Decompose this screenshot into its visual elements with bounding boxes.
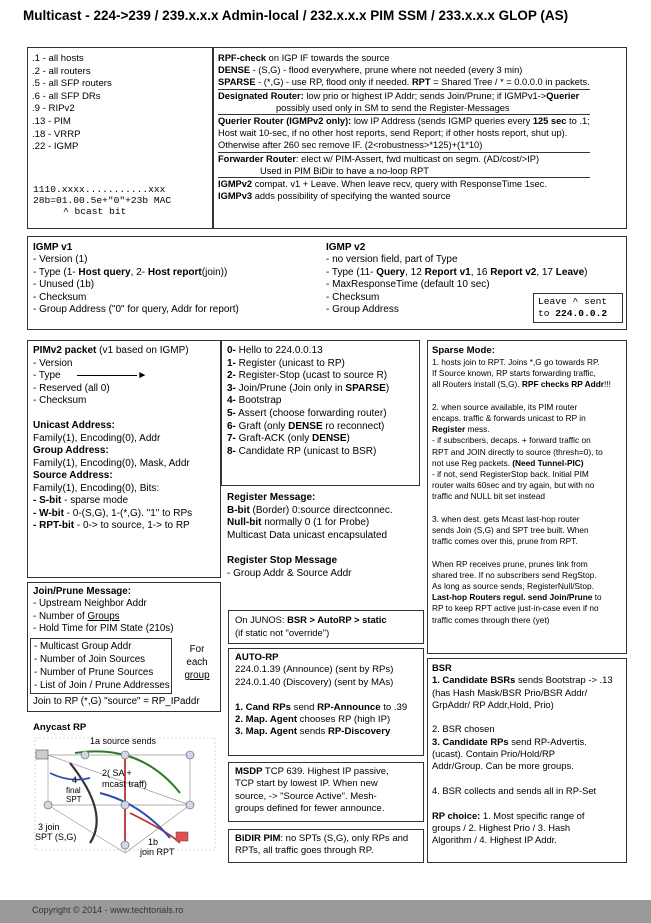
anycast-label-spt: SPT [66,795,82,804]
page-title: Multicast - 224->239 / 239.x.x.x Admin-local / 232.x.x.x PIM SSM / 233.x.x.x GLOP (AS) [23,8,569,23]
source-host-icon [36,750,48,759]
footer-bar [0,900,651,923]
anycast-label-1b-text: join RPT [140,847,175,857]
anycast-label-2b: mcast traff) [102,779,147,789]
rpf-text: RPF-check on IGP IF towards the source DENSE - (S,G) - flood everywhere, prune where not needed (every 3 min) SPARSE - (*,G) - use RP, flood only if needed. RPT = Shared Tree / * = 0.0.0.0 in packets. Designated Router: low prio or highest IP Addr; sends Join/Prune; if IGMPv1->Querier possibly used only in SM to send the Register-Messages Querier Router (IGMPv2 only): low IP Address (sends IGMP queries every 125 sec to .1; Host wait 10-sec, if no other host reports, send Report; if other hosts report, shut up). Otherwise after 260 sec remove IF. (2<robustness>*125)+(1*10) Forwarder Router: elect w/ PIM-Assert, fwd multicast on segm. (AD/cost/>IP) Used in PIM BiDir to have a no-loop RPT IGMPv2 compat. v1 + Leave. When leave recv, query with ResponseTime 1sec. IGMPv3 adds possibility of specifying the wanted source [218,53,590,202]
sparse-mode-text: Sparse Mode: 1. hosts join to RPT. Joins *,G go towards RP. If Source known, RP starts forwarding traffic, all Routers install (S,G). RPF checks RP Addr!!! 2. when source available, its PIM router encaps. traffic & forwards unicast to RP in Register mess. - if subscribers, decaps. + forward traffic on RPT and JOIN directly to source (thresh=0), to not use Reg packets. (Need Tunnel-PIC) - if not, send RegisterStop back. Initial PIM router waits 60sec and try again, but with no traffic and NULL bit set instead 3. when dest. gets Mcast last-hop router sends Join (S,G) and SPT tree built. When traffic comes over this, prune from RPT. When RP receives prune, prunes link from shared tree. If no subscribers send RegStop. As long as source sends, RegisterNull/Stop. Last-hop Routers regul. send Join/Prune to RP to keep RPT active just-in-case even if no traffic comes through there (yet) [432,345,611,625]
anycast-diagram [30,733,220,865]
igmp-v2: IGMP v2 - no version field, part of Type - Type (11- Query, 12 Report v1, 16 Report v2, 17 Leave) - MaxResponseTime (default 10 sec) - Checksum - Group Address [326,242,588,316]
anycast-label-1b: 1b [148,837,159,847]
receiver-host-icon [176,832,188,841]
bidir-box: BiDIR PIM: no SPTs (S,G), only RPs and RPTs, all traffic goes through RP. [228,829,424,863]
register-message: Register Message: B-bit (Border) 0:source directconnec. Null-bit normally 0 (1 for Probe) Multicast Data unicast encapsulated Register Stop Message - Group Addr & Source Addr [227,492,393,579]
anycast-label-final: final [66,786,81,795]
join-to-rp-note: Join to RP (*,G) "source" = RP_IPaddr [33,696,200,707]
anycast-label-3b: SPT (S,G) [35,832,77,842]
anycast-label-3: 3 join [38,822,60,832]
anycast-label-1a: 1a source sends [90,736,157,746]
leave-note: Leave ^ sent to 224.0.0.2 [533,293,623,323]
junos-box: On JUNOS: BSR > AutoRP > static (if static not "override") [228,610,424,644]
mac-mapping: 1110.xxxx...........xxx 28b=01.00.5e+"0"+23b MAC ^ bcast bit [33,184,172,217]
anycast-title: Anycast RP [33,722,87,733]
reserved-addresses-list: .1 - all hosts .2 - all routers .5 - all SFP routers .6 - all SFP DRs .9 - RIPv2 .13 - PIM .18 - VRRP .22 - IGMP [32,53,112,153]
anycast-label-2: 2( SA + [102,768,132,778]
pim-packet-text: PIMv2 packet (v1 based on IGMP) - Version - Type ► - Reserved (all 0) - Checksum Unicast Address: Family(1), Encoding(0), Addr Group Address: Family(1), Encoding(0), Mask, Addr Source Address: Family(1), Encoding(0), Bits: - S-bit - sparse mode - W-bit - 0-(S,G), 1-(*,G). "1" to RPs - RPT-bit - 0-> to source, 1-> to RP [33,345,193,531]
igmp-v1: IGMP v1 - Version (1) - Type (1- Host query, 2- Host report(join)) - Unused (1b) - Checksum - Group Address ("0" for query, Addr for report) [33,242,239,316]
per-group-list: - Multicast Group Addr - Number of Join Sources - Number of Prune Sources - List of Join / Prune Addresses [34,641,170,691]
bsr-text: BSR 1. Candidate BSRs sends Bootstrap -> .13 (has Hash Mask/BSR Prio/BSR Addr/ GrpAddr/ RP Addr,Hold, Prio) 2. BSR chosen 3. Candidate RPs send RP-Advertis. (ucast). Contain Prio/Hold/RP Addr/Group. Can be more groups. 4. BSR collects and sends all in RP-Set RP choice: 1. Most specific range of groups / 2. Highest Prio / 3. Hash Algorithm / 4. Highest IP Addr. [432,662,613,846]
copyright-text: Copyright © 2014 - www.techtorials.ro [32,905,184,915]
pim-types-list: 0- Hello to 224.0.0.13 1- Register (unicast to RP) 2- Register-Stop (ucast to source R) 3- Join/Prune (Join only in SPARSE) 4- Bootstrap 5- Assert (choose forwarding router) 6- Graft (only DENSE ro reconnect) 7- Graft-ACK (only DENSE) 8- Candidate RP (unicast to BSR) [227,345,390,457]
for-each-group-note: For each group [184,644,210,681]
join-prune-text: Join/Prune Message: - Upstream Neighbor Addr - Number of Groups - Hold Time for PIM State (210s) [33,586,174,635]
autorp-box: AUTO-RP 224.0.1.39 (Announce) (sent by RPs) 224.0.1.40 (Discovery) (sent by MAs) 1. Cand RPs send RP-Announce to .39 2. Map. Agent chooses RP (high IP) 3. Map. Agent sends RP-Discovery [228,648,424,756]
anycast-label-4: 4 [72,775,78,785]
msdp-box: MSDP TCP 639. Highest IP passive, TCP start by lowest IP. When new source, -> "Source Active". Mesh- groups defined for fewer announce. [228,762,424,822]
